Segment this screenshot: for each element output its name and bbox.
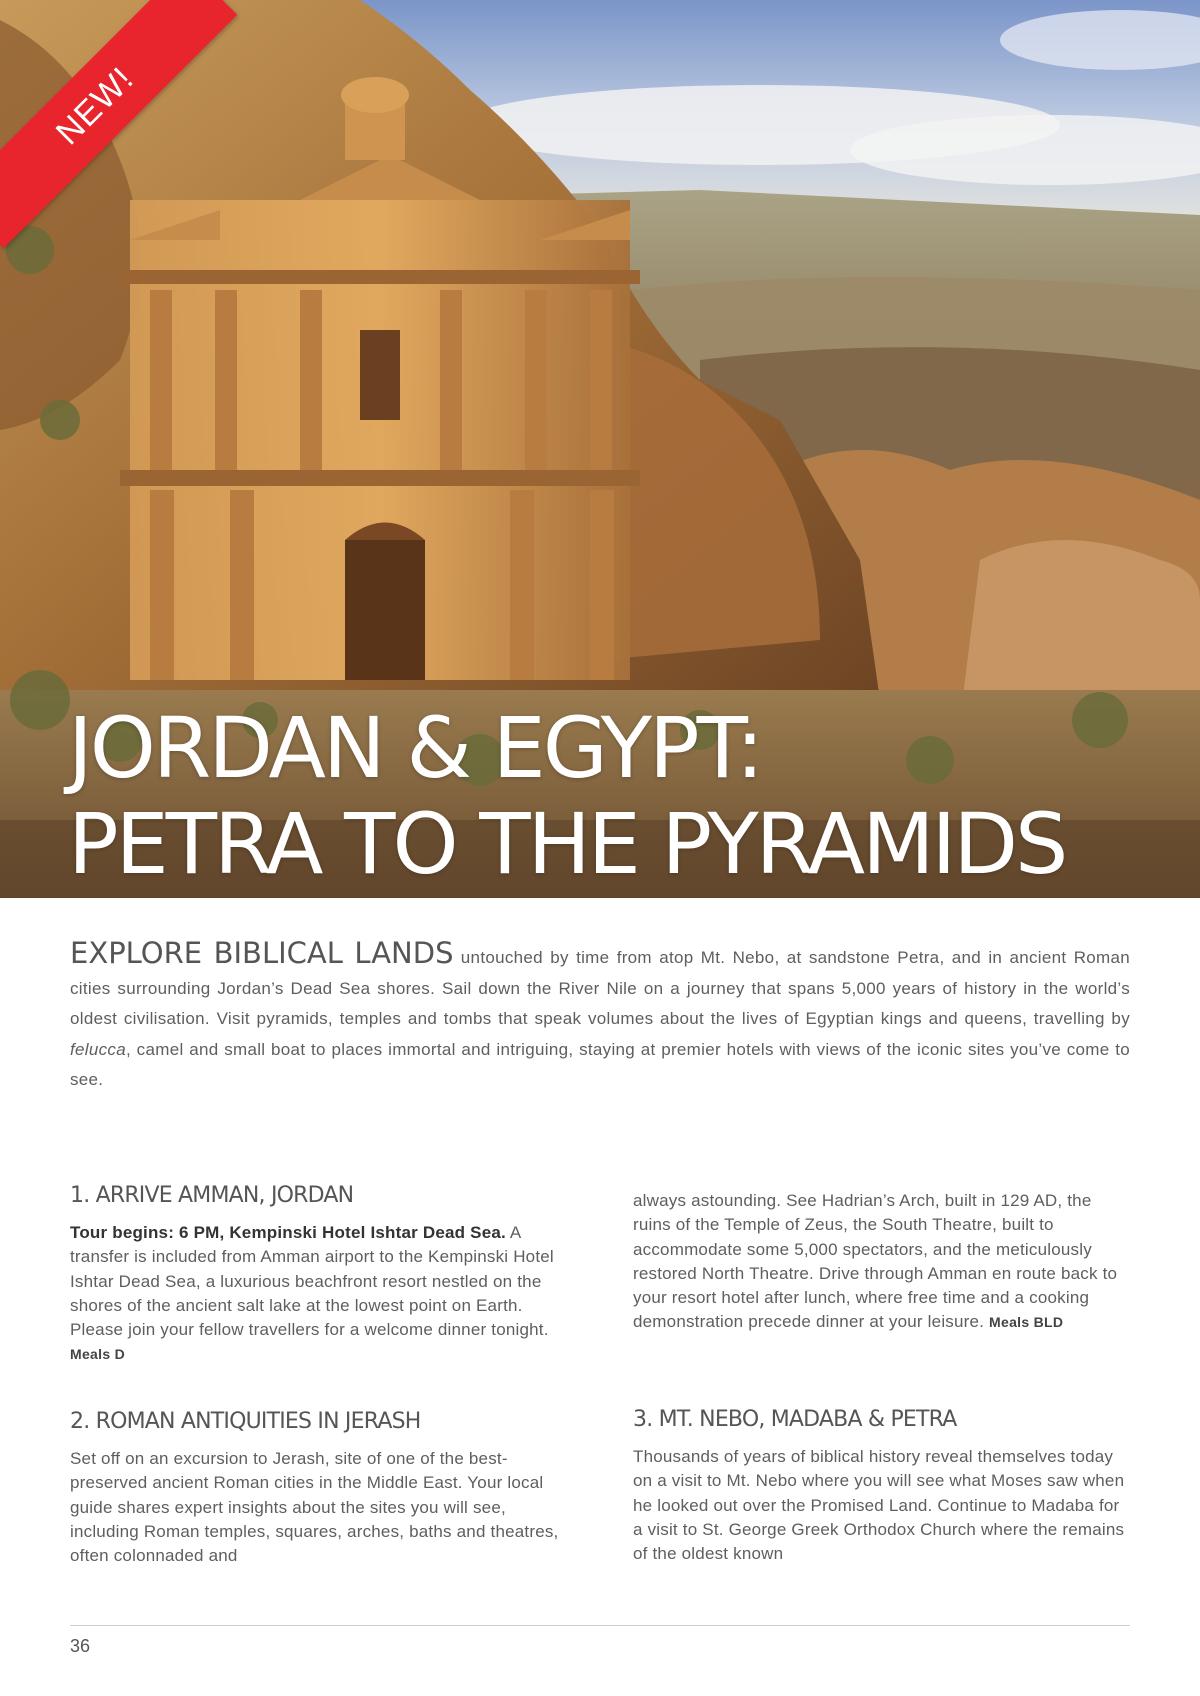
intro-paragraph — [70, 938, 1130, 1096]
day-2-continued-section — [633, 1189, 1133, 1335]
day-3-title: 3. MT. NEBO, MADABA & PETRA — [633, 1407, 957, 1432]
day-2-continued: always astounding. See Hadrian’s Arch, built in 129 AD, the ruins of the Temple of Zeus, the South Theatre, built to accommodate some 5,000 spectators, and the meticulously restored North Theatre. Drive through Amman en route back to your resort hotel after lunch, where free time and a cooking demonstration precede dinner at your leisure. — [633, 1191, 1118, 1332]
intro-text-1: untouched by time from atop Mt. Nebo, at sandstone Petra, and in ancient Roman cities surrounding Jordan’s Dead Sea shores. Sail down the River Nile on a journey that spans 5,000 years of history in the world’s oldest civilisation. Visit pyramids, temples and tombs that speak volumes about the lives of Egyptian kings and queens, travelling by — [70, 948, 1130, 1028]
intro-lead: EXPLORE BIBLICAL LANDS — [70, 936, 454, 970]
title-line-2: PETRA TO THE PYRAMIDS — [68, 795, 1066, 893]
day-2-continued-text — [633, 1189, 1133, 1335]
page-title — [68, 700, 1065, 892]
footer-divider — [70, 1625, 1130, 1626]
day-1-tour-begins: Tour begins: 6 PM, Kempinski Hotel Ishtar Dead Sea. — [70, 1223, 506, 1242]
day-2-text: Set off on an excursion to Jerash, site of one of the best-preserved ancient Roman cities in the Middle East. Your local guide shares expert insights about the sites you will see, including Roman temples, squares, arches, baths and theatres, often colonnaded and — [70, 1449, 559, 1566]
new-badge-label: NEW! — [48, 59, 141, 152]
page-number: 36 — [70, 1636, 91, 1656]
day-1-text — [70, 1221, 560, 1367]
intro-felucca: felucca — [70, 1039, 126, 1059]
day-1-section — [70, 1181, 560, 1367]
day-3-text: Thousands of years of biblical history reveal themselves today on a visit to Mt. Nebo where you will see what Moses saw when he looked out over the Promised Land. Continue to Madaba for a visit to St. George Greek Orthodox Church where the remains of the oldest known — [633, 1447, 1125, 1564]
day-1-title: 1. ARRIVE AMMAN, JORDAN — [70, 1183, 354, 1208]
intro-text-2: , camel and small boat to places immortal and intriguing, staying at premier hotels with views of the iconic sites you’ve come to see. — [70, 1039, 1130, 1089]
day-3-section — [633, 1405, 1133, 1566]
day-2-section — [70, 1407, 560, 1568]
day-2-meals: Meals BLD — [989, 1314, 1064, 1331]
day-1-meals: Meals D — [70, 1346, 126, 1363]
day-1-description: A transfer is included from Amman airport to the Kempinski Hotel Ishtar Dead Sea, a luxurious beachfront resort nestled on the shores of the ancient salt lake at the lowest point on Earth. Please join your fellow travellers for a welcome dinner tonight. — [70, 1223, 554, 1340]
day-2-title: 2. ROMAN ANTIQUITIES IN JERASH — [70, 1409, 421, 1434]
title-line-1: JORDAN & EGYPT: — [68, 699, 761, 797]
